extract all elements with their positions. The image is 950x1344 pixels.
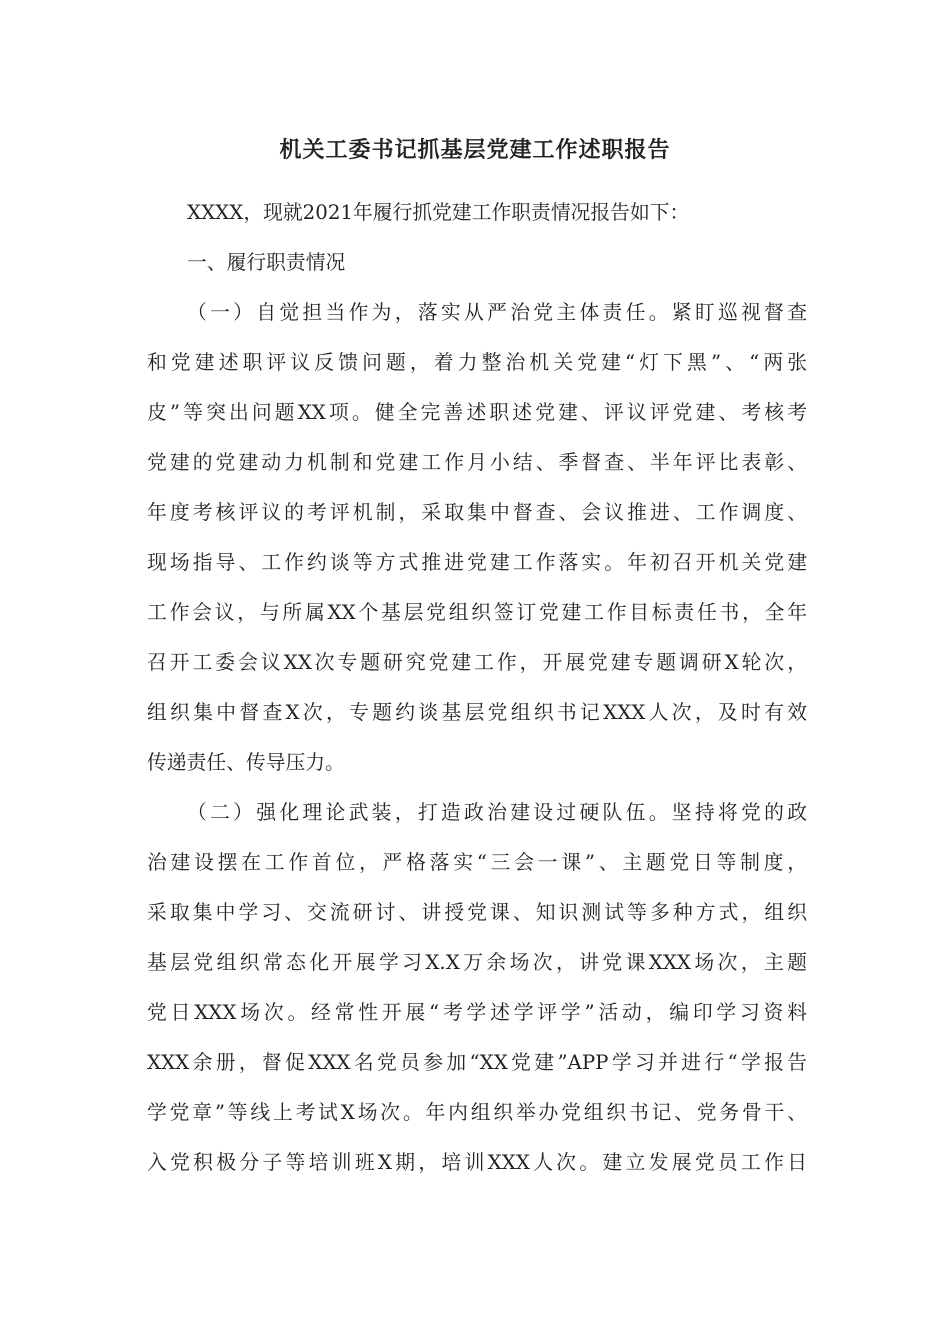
paragraph-line: 党建的党建动力机制和党建工作月小结、季督查、半年评比表彰、: [147, 451, 807, 474]
paragraph-line: 党日XXX场次。经常性开展“考学述学评学”活动，编印学习资料: [147, 1001, 807, 1024]
paragraph-line: 召开工委会议XX次专题研究党建工作，开展党建专题调研X轮次，: [147, 651, 807, 674]
paragraph-line: 年度考核评议的考评机制，采取集中督查、会议推进、工作调度、: [147, 501, 807, 524]
intro-line: XXXX，现就2021年履行抓党建工作职责情况报告如下：: [187, 201, 690, 224]
section-heading: 一、履行职责情况: [187, 251, 346, 274]
paragraph-line: （二）强化理论武装，打造政治建设过硬队伍。坚持将党的政: [187, 801, 807, 824]
paragraph-line: 传递责任、传导压力。: [147, 751, 345, 774]
paragraph-line: 学党章”等线上考试X场次。年内组织举办党组织书记、党务骨干、: [147, 1101, 807, 1124]
paragraph-line: 和党建述职评议反馈问题，着力整治机关党建“灯下黑”、“两张: [147, 351, 807, 374]
paragraph-line: 皮”等突出问题XX项。健全完善述职述党建、评议评党建、考核考: [147, 401, 807, 424]
paragraph-line: 基层党组织常态化开展学习X.X万余场次，讲党课XXX场次，主题: [147, 951, 807, 974]
paragraph-line: 入党积极分子等培训班X期，培训XXX人次。建立发展党员工作日: [147, 1151, 807, 1174]
paragraph-line: 现场指导、工作约谈等方式推进党建工作落实。年初召开机关党建: [147, 551, 807, 574]
document-title: 机关工委书记抓基层党建工作述职报告: [279, 137, 671, 163]
paragraph-line: 工作会议，与所属XX个基层党组织签订党建工作目标责任书，全年: [147, 601, 807, 624]
paragraph-line: 组织集中督查X次，专题约谈基层党组织书记XXX人次，及时有效: [147, 701, 807, 724]
paragraph-line: 采取集中学习、交流研讨、讲授党课、知识测试等多种方式，组织: [147, 901, 807, 924]
paragraph-line: 治建设摆在工作首位，严格落实“三会一课”、主题党日等制度，: [147, 851, 807, 874]
paragraph-line: （一）自觉担当作为，落实从严治党主体责任。紧盯巡视督查: [187, 301, 807, 324]
paragraph-line: XXX余册，督促XXX名党员参加“XX党建”APP学习并进行“学报告: [147, 1051, 807, 1074]
